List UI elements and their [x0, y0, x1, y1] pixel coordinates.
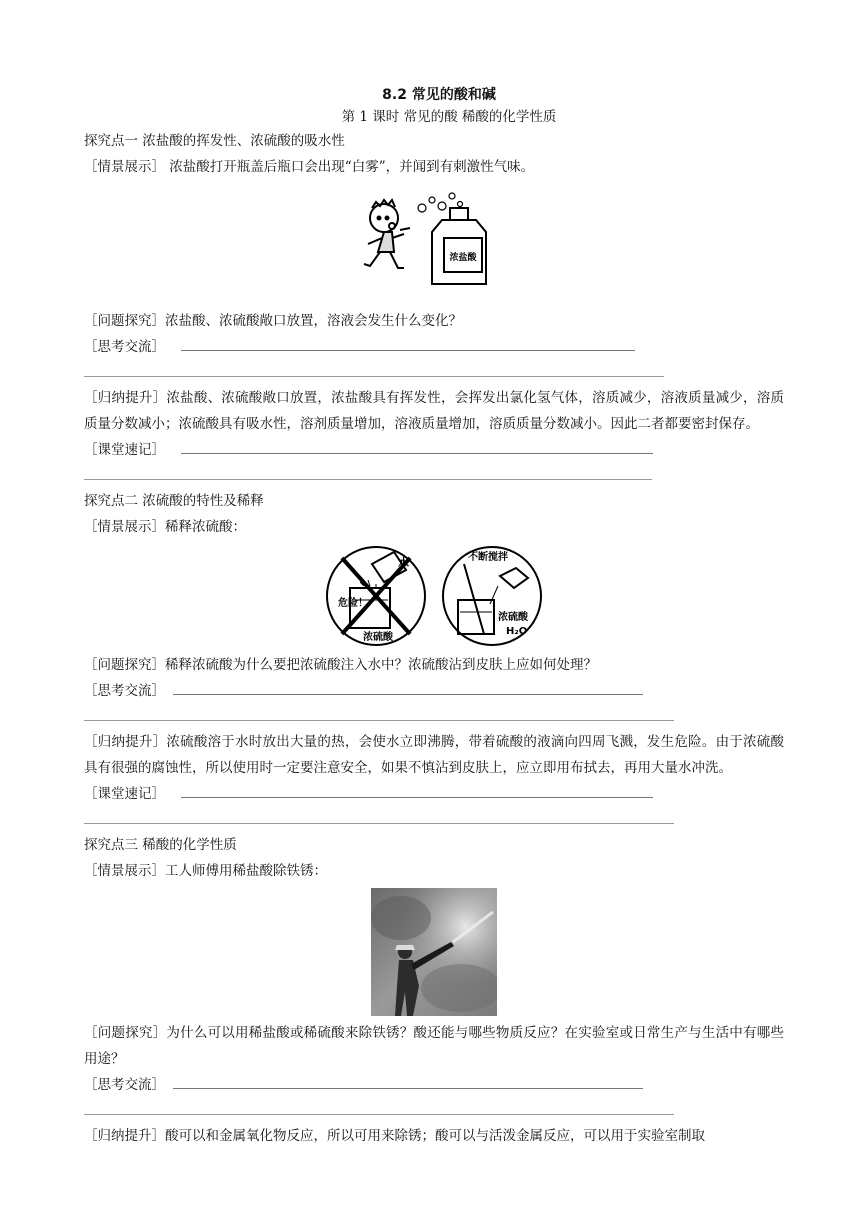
section2-notes-blank-2[interactable]: [84, 807, 674, 824]
section1-think-blank-2[interactable]: [84, 360, 664, 377]
section1-notes-blank-2[interactable]: [84, 463, 652, 480]
fig-left-water: 水: [398, 556, 409, 569]
section1-heading: 探究点一 浓盐酸的挥发性、浓硫酸的吸水性: [84, 133, 345, 149]
bottle-label: 浓盐酸: [449, 253, 477, 263]
section2-question: ［问题探究］稀释浓硫酸为什么要把浓硫酸注入水中？浓硫酸沾到皮肤上应如何处理？: [84, 657, 597, 673]
fig-left-acid: 浓硫酸: [363, 632, 393, 643]
section1-think-row: [84, 334, 784, 360]
section2-notes-label: ［课堂速记］: [84, 786, 165, 802]
dilution-illustration: [324, 544, 544, 648]
section3-think-blank-2[interactable]: [84, 1098, 674, 1115]
figure-hcl-bottle: [84, 186, 784, 290]
section1-scene: ［情景展示］ 浓盐酸打开瓶盖后瓶口会出现“白雾”，并闻到有刺激性气味。: [84, 159, 535, 175]
section1-notes-label: ［课堂速记］: [84, 442, 165, 458]
section3-scene: ［情景展示］工人师傅用稀盐酸除铁锈：: [84, 863, 327, 879]
section1-think-blank[interactable]: [181, 336, 635, 351]
section3-think-blank[interactable]: [173, 1074, 643, 1089]
section3-think-label: ［思考交流］: [84, 1077, 165, 1093]
fig-right-acid: 浓硫酸: [498, 612, 528, 623]
section3-question: ［问题探究］为什么可以用稀盐酸或稀硫酸来除铁锈？酸还能与哪些物质反应？在实验室或日常生产与生活中有哪些用途？: [84, 1025, 784, 1067]
section2-summary: ［归纳提升］浓硫酸溶于水时放出大量的热，会使水立即沸腾，带着硫酸的液滴向四周飞溅，发生危险。由于浓硫酸具有很强的腐蚀性，所以使用时一定要注意安全，如果不慎沾到皮肤上，应立即用布拭去，再用大量水冲洗。: [84, 734, 784, 776]
rust-removal-photo: [371, 888, 497, 1016]
figure-dilution: [84, 544, 784, 650]
hcl-bottle-illustration: [354, 186, 514, 286]
section2-think-blank-2[interactable]: [84, 704, 674, 721]
fig-left-danger: 危险！: [338, 598, 368, 609]
section2-heading: 探究点二 浓硫酸的特性及稀释: [84, 493, 264, 509]
section1-summary: ［归纳提升］浓盐酸、浓硫酸敞口放置，浓盐酸具有挥发性，会挥发出氯化氢气体，溶质减少，溶液质量减少，溶质质量分数减小；浓硫酸具有吸水性，溶剂质量增加，溶液质量增加，溶质质量分数减小。因此二者都要密封保存。: [84, 390, 784, 432]
figure-rust-removal: [84, 888, 784, 1020]
section3-heading: 探究点三 稀酸的化学性质: [84, 837, 237, 853]
section1-question: ［问题探究］浓盐酸、浓硫酸敞口放置，溶液会发生什么变化？: [84, 313, 462, 329]
section1-notes-blank[interactable]: [181, 439, 653, 454]
fig-right-water: H₂O: [506, 626, 528, 637]
page-subtitle: 第 1 课时 常见的酸 稀酸的化学性质: [341, 109, 557, 125]
worksheet-page: [84, 84, 784, 1149]
section1-notes-row: [84, 437, 784, 463]
page-title: 8.2 常见的酸和碱: [382, 87, 496, 103]
fig-right-stir: 不断搅拌: [468, 552, 508, 563]
section1-think-label: ［思考交流］: [84, 339, 165, 355]
section2-notes-row: [84, 781, 784, 807]
section3-summary: ［归纳提升］酸可以和金属氧化物反应，所以可用来除锈；酸可以与活泼金属反应，可以用于实验室制取: [84, 1128, 705, 1144]
section2-think-blank[interactable]: [173, 680, 643, 695]
section2-think-label: ［思考交流］: [84, 683, 165, 699]
section3-think-row: [84, 1072, 784, 1098]
section2-scene: ［情景展示］稀释浓硫酸：: [84, 519, 246, 535]
section2-think-row: [84, 678, 784, 704]
section2-notes-blank[interactable]: [181, 783, 653, 798]
